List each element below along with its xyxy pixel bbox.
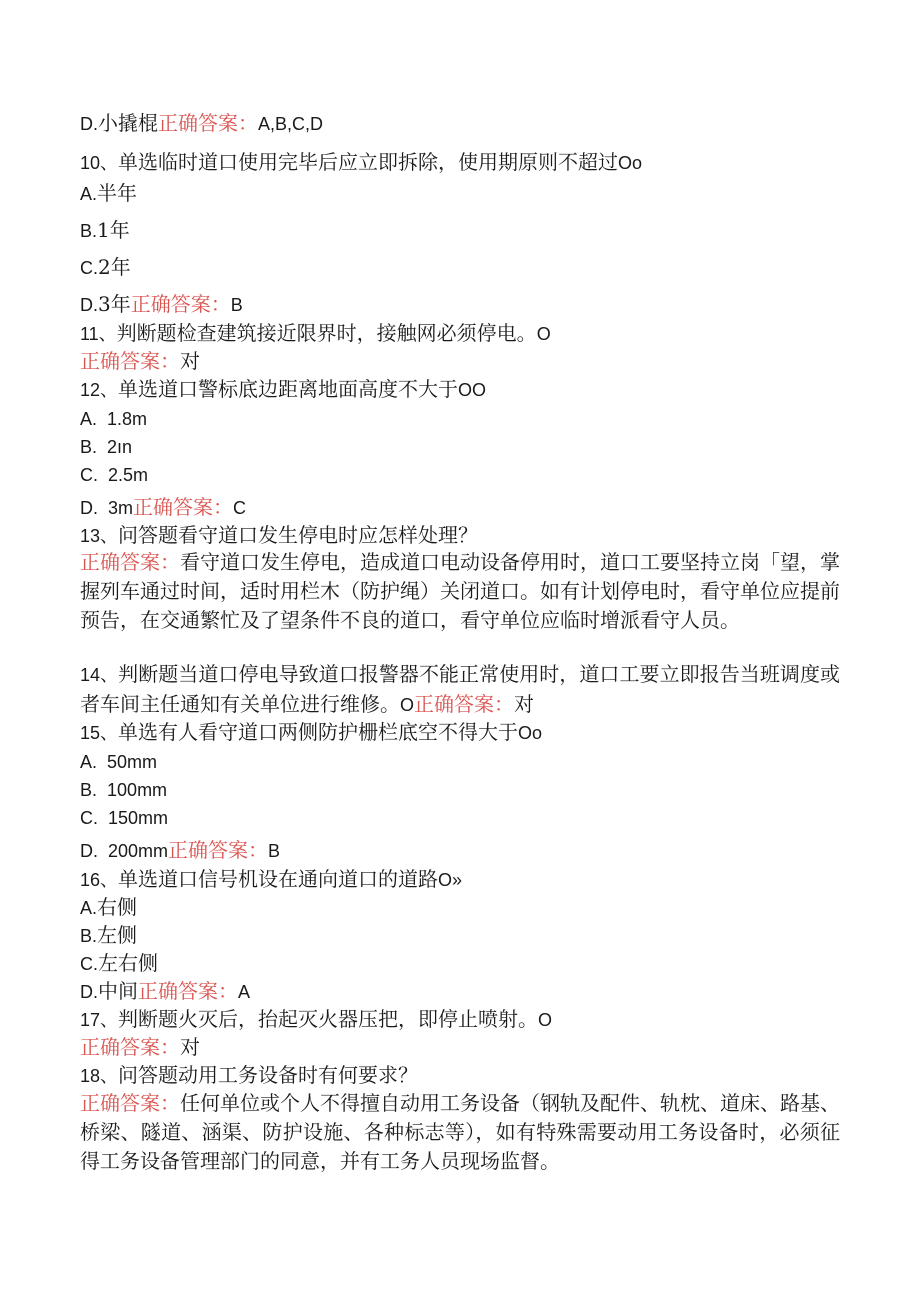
question-number: 13、 bbox=[80, 526, 119, 546]
question-text: 判断题火灭后，抬起灭火器压把，即停止喷射。 bbox=[118, 1007, 539, 1031]
question-text: 问答题动用工务设备时有何要求？ bbox=[118, 1063, 419, 1087]
q15-option-a bbox=[80, 748, 840, 776]
answer-value: A,B,C,D bbox=[258, 114, 324, 134]
answer-value: 对 bbox=[180, 349, 200, 373]
question-suffix: O bbox=[400, 695, 415, 715]
answer-label: 正确答案： bbox=[80, 349, 180, 373]
answer-value: 看守道口发生停电，造成道口电动设备停用时，道口工要坚持立岗「望，掌握列车通过时间，适时用栏木（防护绳）关闭道口。如有计划停电时，看守单位应提前预告，在交通繁忙及了望条件不良的道口，看守单位应临时增派看守人员。 bbox=[80, 550, 840, 632]
option-text: 2.5m bbox=[108, 465, 149, 485]
question-number: 11、 bbox=[80, 324, 117, 344]
option-text: 左右侧 bbox=[98, 951, 158, 975]
option-text: 右侧 bbox=[97, 895, 138, 919]
question-suffix: Oo bbox=[518, 723, 543, 743]
q12-option-c bbox=[80, 461, 840, 489]
question-text: 单选临时道口使用完毕后应立即拆除，使用期原则不超过 bbox=[118, 150, 619, 174]
answer-value: B bbox=[268, 841, 281, 861]
option-key: C. bbox=[80, 954, 98, 974]
q18-answer bbox=[80, 1089, 840, 1176]
option-text: 中间 bbox=[98, 979, 138, 1003]
option-text: 1年 bbox=[97, 218, 130, 242]
answer-value: B bbox=[230, 295, 243, 315]
question-number: 17、 bbox=[80, 1010, 119, 1030]
option-text: 1.8m bbox=[107, 409, 148, 429]
question-number: 18、 bbox=[80, 1066, 119, 1086]
option-key: B. bbox=[80, 926, 98, 946]
option-key: C. bbox=[80, 465, 98, 485]
option-key: D. bbox=[80, 114, 98, 134]
q10-option-c bbox=[80, 253, 840, 282]
answer-label: 正确答案： bbox=[80, 1091, 180, 1115]
question-suffix: O bbox=[538, 1010, 553, 1030]
answer-label: 正确答案： bbox=[80, 550, 180, 574]
option-text: 150mm bbox=[108, 808, 169, 828]
q18-stem bbox=[80, 1061, 840, 1090]
option-key: C. bbox=[80, 808, 98, 828]
question-number: 15、 bbox=[80, 723, 119, 743]
q12-option-d bbox=[80, 493, 840, 522]
option-key: A. bbox=[80, 409, 98, 429]
q11-stem bbox=[80, 319, 840, 348]
q12-option-b bbox=[80, 433, 840, 461]
q10-option-d bbox=[80, 290, 840, 319]
option-text: 200mm bbox=[108, 841, 169, 861]
q10-option-b bbox=[80, 216, 840, 245]
q12-stem bbox=[80, 375, 840, 404]
option-text: 左侧 bbox=[97, 923, 138, 947]
question-suffix: O bbox=[536, 324, 551, 344]
answer-label: 正确答案： bbox=[130, 292, 231, 316]
option-key: A. bbox=[80, 752, 98, 772]
option-key: D. bbox=[80, 982, 98, 1002]
option-key: A. bbox=[80, 184, 98, 204]
question-text: 单选道口警标底边距离地面高度不大于 bbox=[118, 377, 459, 401]
option-key: B. bbox=[80, 437, 98, 457]
option-key: D. bbox=[80, 498, 98, 518]
answer-value: A bbox=[238, 982, 251, 1002]
question-text: 单选有人看守道口两侧防护栅栏底空不得大于 bbox=[118, 720, 519, 744]
option-text: 3m bbox=[108, 498, 134, 518]
question-number: 16、 bbox=[80, 870, 119, 890]
q14-stem bbox=[80, 660, 840, 720]
q10-option-a bbox=[80, 179, 840, 208]
question-suffix: OO bbox=[458, 380, 487, 400]
answer-value: 对 bbox=[180, 1035, 200, 1059]
answer-label: 正确答案： bbox=[138, 979, 238, 1003]
answer-label: 正确答案： bbox=[158, 111, 258, 135]
option-text: 半年 bbox=[97, 181, 138, 205]
question-number: 10、 bbox=[80, 153, 119, 173]
q16-option-a bbox=[80, 893, 840, 922]
option-text: 2年 bbox=[98, 255, 131, 279]
option-key: C. bbox=[80, 258, 98, 278]
q10-stem bbox=[80, 148, 840, 177]
q12-option-a bbox=[80, 405, 840, 433]
question-text: 问答题看守道口发生停电时应怎样处理？ bbox=[118, 523, 479, 547]
answer-value: C bbox=[233, 498, 247, 518]
q15-option-d bbox=[80, 836, 840, 865]
q11-answer bbox=[80, 347, 840, 375]
option-text: 50mm bbox=[107, 752, 158, 772]
answer-value: 对 bbox=[514, 692, 535, 716]
q15-option-b bbox=[80, 776, 840, 804]
answer-value: 任何单位或个人不得擅自动用工务设备（钢轨及配件、轨枕、道床、路基、桥梁、隧道、涵渠、防护设施、各种标志等），如有特殊需要动用工务设备时，必须征得工务设备管理部门的同意，并有工务人员现场监督。 bbox=[80, 1091, 840, 1173]
answer-label: 正确答案： bbox=[168, 838, 269, 862]
question-suffix: O» bbox=[438, 870, 463, 890]
option-key: D. bbox=[80, 841, 98, 861]
option-text: 2ın bbox=[107, 437, 133, 457]
option-key: B. bbox=[80, 780, 98, 800]
answer-label: 正确答案： bbox=[414, 692, 515, 716]
q16-option-b bbox=[80, 921, 840, 950]
question-text: 单选道口信号机设在通向道口的道路 bbox=[118, 867, 439, 891]
q16-stem bbox=[80, 865, 840, 894]
q15-option-c bbox=[80, 804, 840, 832]
question-text: 判断题检查建筑接近限界时，接触网必须停电。 bbox=[116, 321, 537, 345]
option-key: B. bbox=[80, 221, 98, 241]
question-number: 12、 bbox=[80, 380, 119, 400]
question-text: 判断题当道口停电导致道口报警器不能正常使用时，道口工要立即报告当班调度或者车间主任通知有关单位进行维修。 bbox=[80, 662, 841, 716]
option-text: 100mm bbox=[107, 780, 168, 800]
q17-stem bbox=[80, 1005, 840, 1034]
q16-option-c bbox=[80, 949, 840, 978]
q13-stem bbox=[80, 521, 840, 550]
answer-label: 正确答案： bbox=[80, 1035, 180, 1059]
option-text: 小撬棍 bbox=[98, 111, 158, 135]
question-suffix: Oo bbox=[618, 153, 643, 173]
q15-stem bbox=[80, 718, 840, 747]
q17-answer bbox=[80, 1033, 840, 1061]
option-text: 3年 bbox=[98, 292, 131, 316]
q13-answer bbox=[80, 548, 840, 635]
answer-label: 正确答案： bbox=[133, 495, 234, 519]
option-key: A. bbox=[80, 898, 98, 918]
question-number: 14、 bbox=[80, 665, 119, 685]
option-key: D. bbox=[80, 295, 98, 315]
q16-option-d bbox=[80, 977, 840, 1006]
q9-option-d bbox=[80, 109, 840, 138]
